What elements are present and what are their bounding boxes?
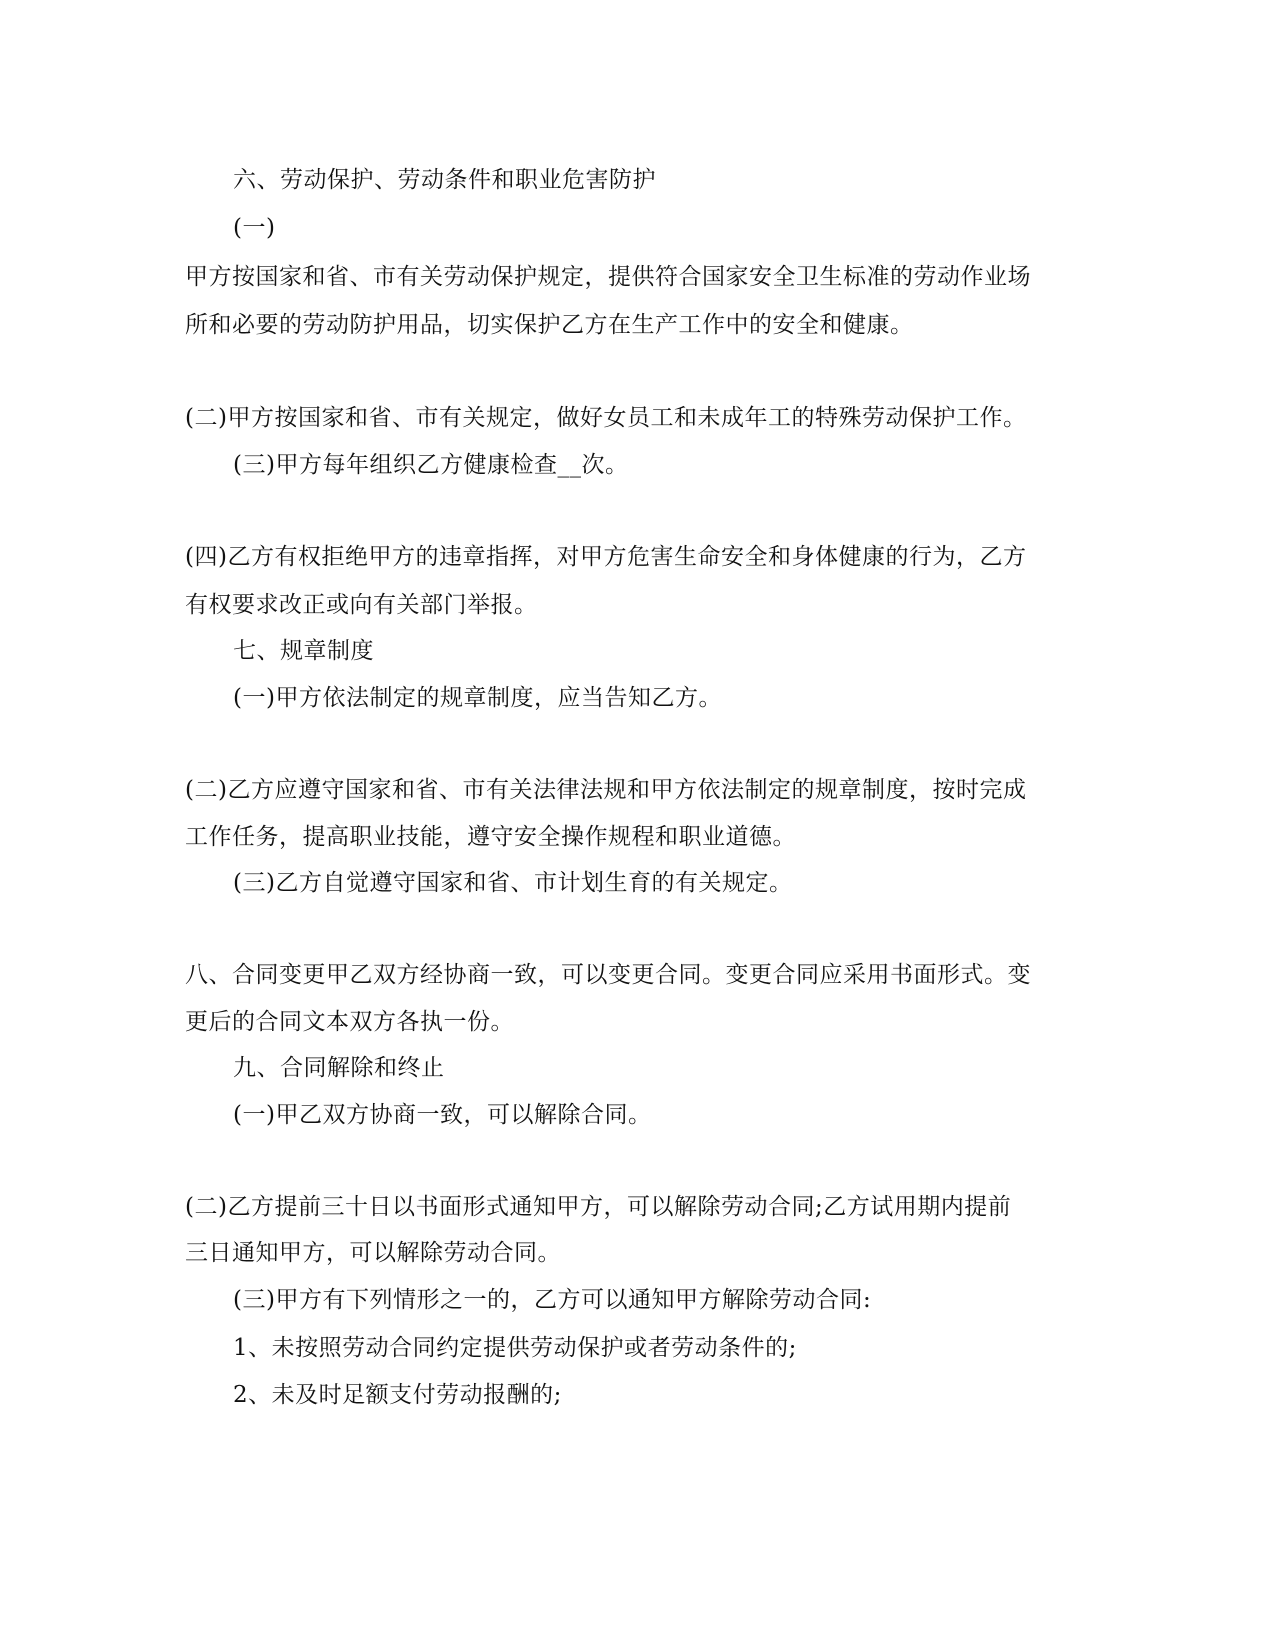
paragraph-line: (一)甲乙双方协商一致，可以解除合同。 — [233, 1102, 652, 1128]
paragraph-line: 更后的合同文本双方各执一份。 — [185, 1009, 514, 1035]
paragraph-line: (二)乙方提前三十日以书面形式通知甲方，可以解除劳动合同;乙方试用期内提前 — [185, 1194, 1012, 1220]
paragraph-line: (二)甲方按国家和省、市有关规定，做好女员工和未成年工的特殊劳动保护工作。 — [185, 405, 1027, 431]
paragraph-line: 甲方按国家和省、市有关劳动保护规定，提供符合国家安全卫生标准的劳动作业场 — [185, 264, 1031, 290]
section-heading-9: 九、合同解除和终止 — [233, 1055, 445, 1081]
paragraph-line: (一)甲方依法制定的规章制度，应当告知乙方。 — [233, 685, 722, 711]
paragraph-line: (四)乙方有权拒绝甲方的违章指挥，对甲方危害生命安全和身体健康的行为，乙方 — [185, 544, 1027, 570]
paragraph-line: 所和必要的劳动防护用品，切实保护乙方在生产工作中的安全和健康。 — [185, 312, 914, 338]
section-heading-7: 七、规章制度 — [233, 638, 374, 664]
clause-marker: (一) — [233, 215, 276, 241]
list-item: 2、未及时足额支付劳动报酬的; — [233, 1382, 562, 1408]
paragraph-line: 工作任务，提高职业技能，遵守安全操作规程和职业道德。 — [185, 824, 796, 850]
paragraph-line: (三)甲方有下列情形之一的，乙方可以通知甲方解除劳动合同: — [233, 1287, 872, 1313]
paragraph-line: (三)乙方自觉遵守国家和省、市计划生育的有关规定。 — [233, 870, 793, 896]
paragraph-line: (二)乙方应遵守国家和省、市有关法律法规和甲方依法制定的规章制度，按时完成 — [185, 777, 1027, 803]
paragraph-line: (三)甲方每年组织乙方健康检查__次。 — [233, 452, 629, 478]
section-heading-8: 八、合同变更甲乙双方经协商一致，可以变更合同。变更合同应采用书面形式。变 — [185, 962, 1031, 988]
paragraph-line: 有权要求改正或向有关部门举报。 — [185, 592, 538, 618]
list-item: 1、未按照劳动合同约定提供劳动保护或者劳动条件的; — [233, 1335, 797, 1361]
paragraph-line: 三日通知甲方，可以解除劳动合同。 — [185, 1240, 561, 1266]
section-heading-6: 六、劳动保护、劳动条件和职业危害防护 — [233, 167, 656, 193]
